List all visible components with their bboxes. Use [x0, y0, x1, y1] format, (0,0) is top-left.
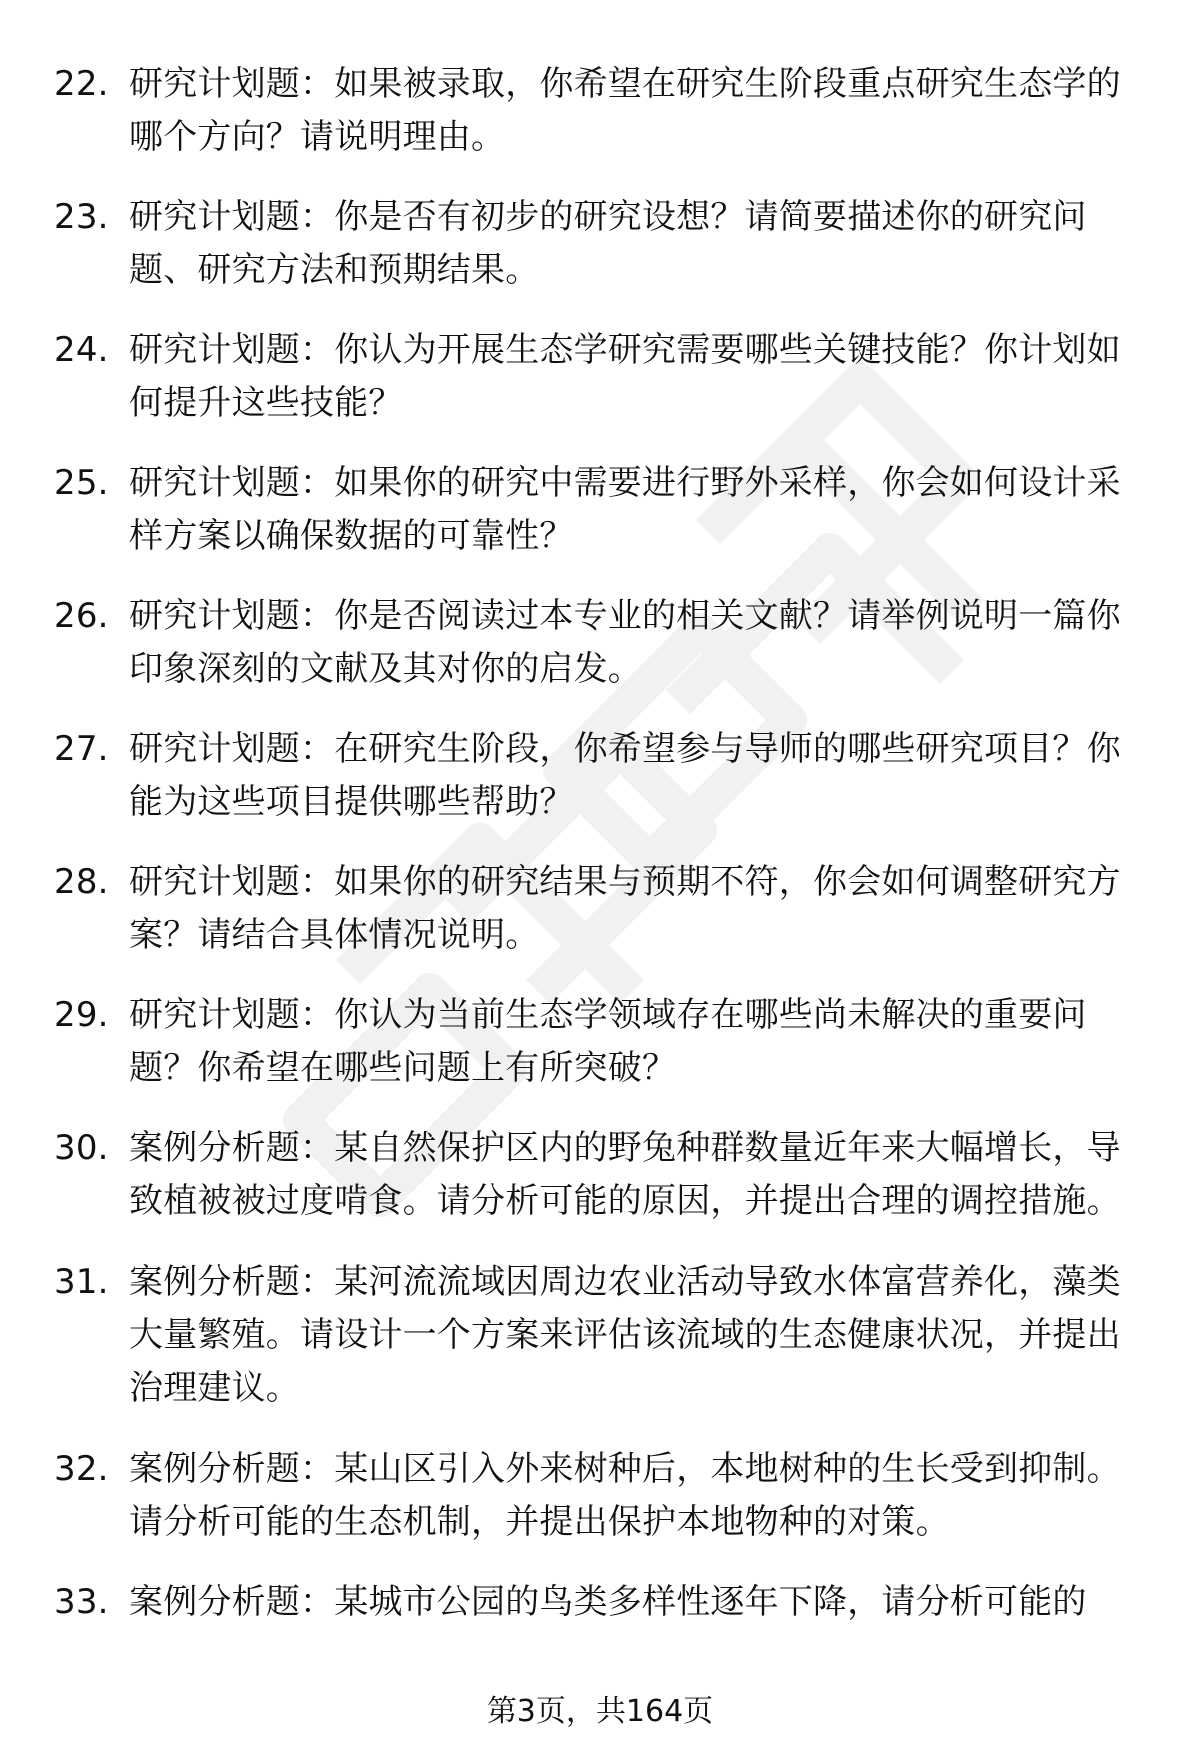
question-number: 22. [54, 64, 109, 104]
question-number: 25. [54, 463, 109, 503]
question-item [54, 58, 1144, 164]
question-text: 研究计划题：你是否有初步的研究设想？请简要描述你的研究问题、研究方法和预期结果。 [129, 197, 1087, 290]
question-number: 30. [54, 1128, 109, 1168]
question-item [54, 723, 1144, 829]
question-item [54, 856, 1144, 962]
question-item [54, 457, 1144, 563]
question-item [54, 1576, 1144, 1629]
question-item [54, 590, 1144, 696]
question-text: 研究计划题：如果你的研究结果与预期不符，你会如何调整研究方案？请结合具体情况说明。 [129, 862, 1121, 955]
question-item [54, 989, 1144, 1095]
question-item [54, 191, 1144, 297]
question-text: 研究计划题：如果被录取，你希望在研究生阶段重点研究生态学的哪个方向？请说明理由。 [129, 64, 1121, 157]
question-text: 案例分析题：某城市公园的鸟类多样性逐年下降，请分析可能的 [129, 1582, 1087, 1622]
question-item [54, 1122, 1144, 1228]
question-text: 案例分析题：某自然保护区内的野兔种群数量近年来大幅增长，导致植被被过度啃食。请分析可能的原因，并提出合理的调控措施。 [129, 1128, 1121, 1221]
question-text: 研究计划题：你是否阅读过本专业的相关文献？请举例说明一篇你印象深刻的文献及其对你的启发。 [129, 596, 1121, 689]
question-number: 27. [54, 729, 109, 769]
question-text: 研究计划题：你认为当前生态学领域存在哪些尚未解决的重要问题？你希望在哪些问题上有所突破？ [129, 995, 1087, 1088]
question-number: 33. [54, 1582, 109, 1622]
question-text: 案例分析题：某山区引入外来树种后，本地树种的生长受到抑制。请分析可能的生态机制，并提出保护本地物种的对策。 [129, 1449, 1121, 1542]
question-number: 26. [54, 596, 109, 636]
question-number: 23. [54, 197, 109, 237]
question-item [54, 324, 1144, 430]
question-number: 24. [54, 330, 109, 370]
question-number: 29. [54, 995, 109, 1035]
question-text: 研究计划题：你认为开展生态学研究需要哪些关键技能？你计划如何提升这些技能？ [129, 330, 1121, 423]
question-number: 28. [54, 862, 109, 902]
question-item [54, 1256, 1144, 1415]
question-number: 31. [54, 1262, 109, 1302]
page-footer: 第3页，共164页 [486, 1694, 714, 1729]
question-item [54, 1443, 1144, 1549]
question-text: 研究计划题：在研究生阶段，你希望参与导师的哪些研究项目？你能为这些项目提供哪些帮助？ [129, 729, 1121, 822]
question-text: 案例分析题：某河流流域因周边农业活动导致水体富营养化，藻类大量繁殖。请设计一个方案来评估该流域的生态健康状况，并提出治理建议。 [129, 1262, 1121, 1408]
question-number: 32. [54, 1449, 109, 1489]
question-text: 研究计划题：如果你的研究中需要进行野外采样，你会如何设计采样方案以确保数据的可靠性？ [129, 463, 1121, 556]
question-list [54, 58, 1144, 1656]
